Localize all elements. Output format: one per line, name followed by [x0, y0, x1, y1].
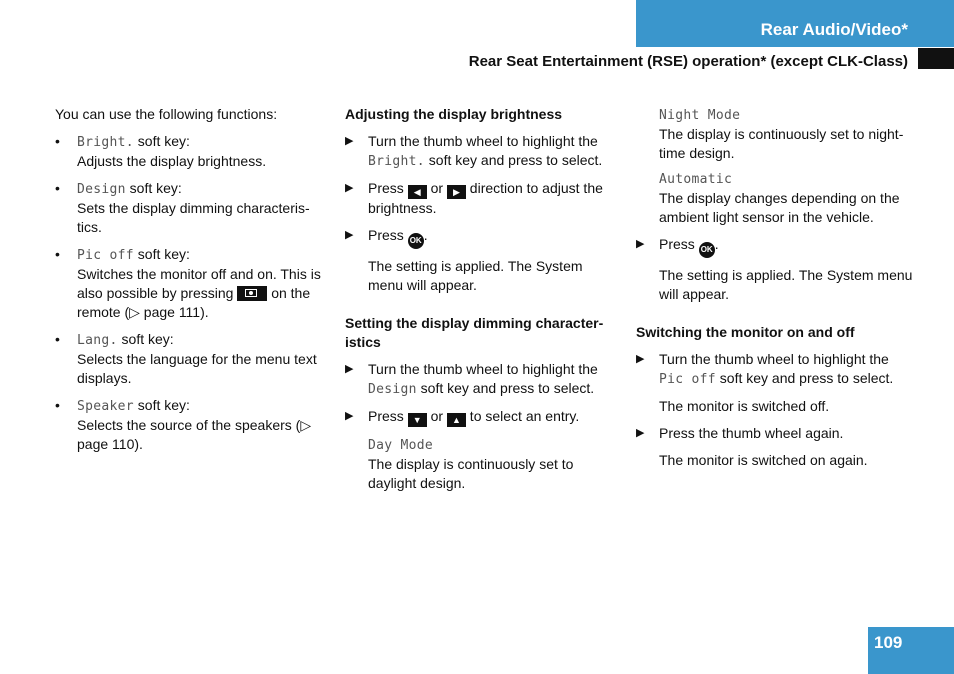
list-item [55, 396, 327, 454]
monitor-step-2 [636, 424, 916, 443]
press-ok-step [636, 235, 916, 258]
brightness-result: The setting is applied. The System menu will appear. [368, 258, 583, 293]
softkey-label: Bright. [77, 135, 134, 150]
step-text-cont: soft key and press to select. [715, 370, 894, 386]
softkey-label: Bright. [368, 154, 425, 169]
menu-entry-description: The display changes depending on the ambient light sensor in the vehicle. [659, 190, 900, 225]
list-item [55, 132, 327, 171]
brightness-step-1 [345, 132, 620, 171]
menu-entry-label: Automatic [659, 172, 733, 187]
step-arrow-icon: ▶ [345, 229, 354, 241]
page-number-tab [868, 627, 954, 674]
header-marker-block [918, 48, 954, 69]
menu-entry-label: Night Mode [659, 108, 741, 123]
section-title: Rear Audio/Video* [760, 20, 908, 39]
day-mode-entry [345, 435, 620, 493]
monitor-step-1 [636, 350, 916, 389]
step-text: Turn the thumb wheel to highlight the [368, 133, 598, 149]
left-arrow-key-icon: ◀ [408, 185, 427, 199]
up-arrow-key-icon: ▲ [447, 413, 466, 427]
softkey-suffix: soft key: [133, 133, 190, 149]
monitor-result-on: The monitor is switched on again. [659, 452, 868, 468]
step-arrow-icon: ▶ [636, 353, 645, 365]
item-description: Sets the display dimming characteris-tics. [77, 200, 310, 235]
ok-button-icon: OK [408, 233, 424, 249]
automatic-entry [636, 169, 916, 227]
monitor-result-off: The monitor is switched off. [659, 398, 830, 414]
page-subtitle: Rear Seat Entertainment (RSE) operation* (except CLK-Class) [468, 53, 908, 70]
softkey-label: Lang. [77, 333, 118, 348]
softkey-label: Design [368, 382, 417, 397]
step-arrow-icon: ▶ [636, 238, 645, 250]
section-header-tab [636, 0, 954, 47]
step-text-cont: . [714, 236, 719, 252]
brightness-step-3 [345, 226, 620, 249]
step-text-cont: . [423, 227, 428, 243]
step-text-cont: to select an entry. [465, 408, 580, 424]
brightness-heading: Adjusting the display brightness [345, 106, 563, 122]
dimming-result: The setting is applied. The System menu will appear. [659, 267, 913, 302]
step-arrow-icon: ▶ [345, 182, 354, 194]
step-text-cont: soft key and press to select. [424, 152, 603, 168]
list-item [55, 330, 327, 388]
right-arrow-key-icon: ▶ [447, 185, 466, 199]
monitor-heading: Switching the monitor on and off [636, 324, 855, 340]
step-text-cont: direction to adjust the brightness. [368, 180, 603, 216]
step-text: Press [659, 236, 699, 252]
dimming-step-1 [345, 360, 620, 399]
item-description-cont: on the remote (▷ page 111). [77, 285, 311, 320]
page-number: 109 [874, 633, 903, 652]
step-text: Press the thumb wheel again. [659, 425, 844, 441]
down-arrow-key-icon: ▼ [408, 413, 427, 427]
dimming-step-2 [345, 407, 620, 427]
menu-entry-description: The display is continuously set to night-time design. [659, 126, 904, 161]
functions-intro: You can use the following functions: [55, 106, 278, 122]
column-modes-monitor [636, 105, 916, 489]
functions-list [55, 132, 327, 454]
column-functions [55, 105, 327, 462]
step-text: Turn the thumb wheel to highlight the [368, 361, 598, 377]
camera-key-icon [237, 286, 267, 301]
step-arrow-icon: ▶ [345, 410, 354, 422]
menu-entry-description: The display is continuously set to daylight design. [368, 456, 574, 491]
softkey-suffix: soft key: [133, 397, 190, 413]
item-description: Adjusts the display brightness. [77, 153, 267, 169]
step-text: Press [368, 227, 408, 243]
step-text-cont: soft key and press to select. [416, 380, 595, 396]
night-mode-entry [636, 105, 916, 163]
item-description: Selects the source of the speakers (▷ page 110). [77, 417, 312, 452]
list-item [55, 179, 327, 237]
step-arrow-icon: ▶ [636, 427, 645, 439]
softkey-suffix: soft key: [125, 180, 182, 196]
step-arrow-icon: ▶ [345, 363, 354, 375]
brightness-step-2 [345, 179, 620, 218]
dimming-heading: Setting the display dimming character-istics [345, 315, 604, 350]
column-brightness-dimming [345, 105, 620, 499]
softkey-label: Pic off [77, 248, 134, 263]
ok-button-icon: OK [699, 242, 715, 258]
softkey-suffix: soft key: [133, 246, 190, 262]
softkey-label: Speaker [77, 399, 134, 414]
step-text: Press [368, 180, 408, 196]
item-description: Switches the monitor off and on. This is also possible by pressing [77, 266, 321, 301]
item-description: Selects the language for the menu text displays. [77, 351, 317, 386]
softkey-suffix: soft key: [117, 331, 174, 347]
menu-entry-label: Day Mode [368, 438, 434, 453]
step-text: Turn the thumb wheel to highlight the [659, 351, 889, 367]
step-text-or: or [426, 180, 447, 196]
step-text: Press [368, 408, 408, 424]
softkey-label: Pic off [659, 372, 716, 387]
step-text-or: or [426, 408, 447, 424]
softkey-label: Design [77, 182, 126, 197]
list-item [55, 245, 327, 322]
step-arrow-icon: ▶ [345, 135, 354, 147]
